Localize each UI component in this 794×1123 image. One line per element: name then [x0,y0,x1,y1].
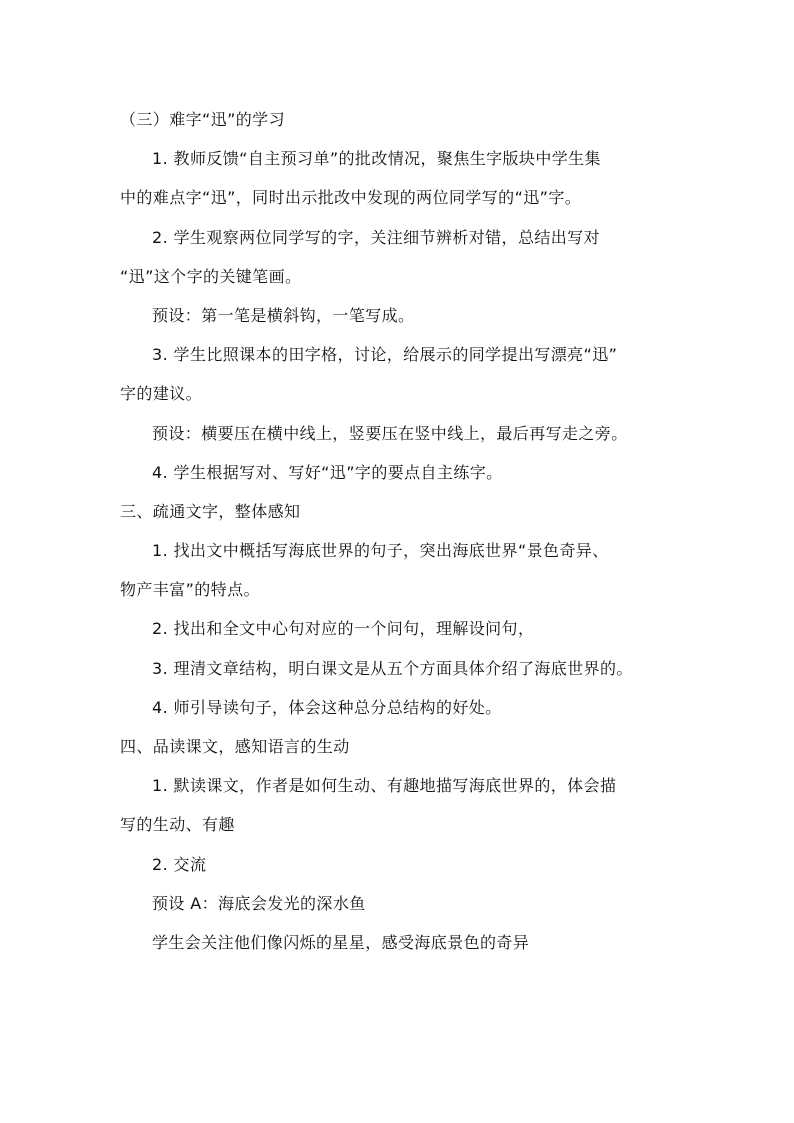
paragraph-line: 预设：横要压在横中线上，竖要压在竖中线上，最后再写走之旁。 [152,423,628,443]
paragraph-line: 写的生动、有趣 [120,815,235,835]
paragraph-line: 中的难点字“迅”，同时出示批改中发现的两位同学写的“迅”字。 [120,188,582,208]
paragraph-line: 物产丰富”的特点。 [120,580,260,600]
paragraph-line: 1. 默读课文，作者是如何生动、有趣地描写海底世界的，体会描 [152,776,617,796]
paragraph-line: 字的建议。 [120,384,203,404]
paragraph-line: 2. 学生观察两位同学写的字，关注细节辨析对错，总结出写对 [152,227,600,247]
section-heading: 四、品读课文，感知语言的生动 [120,737,350,756]
paragraph-line: 1. 找出文中概括写海底世界的句子，突出海底世界“景色奇异、 [152,541,609,561]
paragraph-line: 4. 学生根据写对、写好“迅”字的要点自主练字。 [152,462,503,482]
paragraph-line: 3. 理清文章结构，明白课文是从五个方面具体介绍了海底世界的。 [152,658,633,678]
paragraph-line: 预设：第一笔是横斜钩，一笔写成。 [152,305,415,325]
paragraph-line: 3. 学生比照课本的田字格，讨论，给展示的同学提出写漂亮“迅” [152,345,618,365]
paragraph-line: 1. 教师反馈“自主预习单”的批改情况，聚焦生字版块中学生集 [152,149,601,169]
document-body [120,100,680,962]
paragraph-line: 学生会关注他们像闪烁的星星，感受海底景色的奇异 [152,932,530,952]
paragraph-line: 2. 找出和全文中心句对应的一个问句，理解设问句， [152,619,535,639]
paragraph-line: 预设 A：海底会发光的深水鱼 [152,893,366,913]
paragraph-line: 2. 交流 [152,854,207,874]
paragraph-line: 4. 师引导读句子，体会这种总分总结构的好处。 [152,697,502,717]
section-heading: （三）难字“迅”的学习 [120,110,285,129]
section-heading: 三、疏通文字，整体感知 [120,501,301,521]
paragraph-line: “迅”这个字的关键笔画。 [120,266,302,286]
